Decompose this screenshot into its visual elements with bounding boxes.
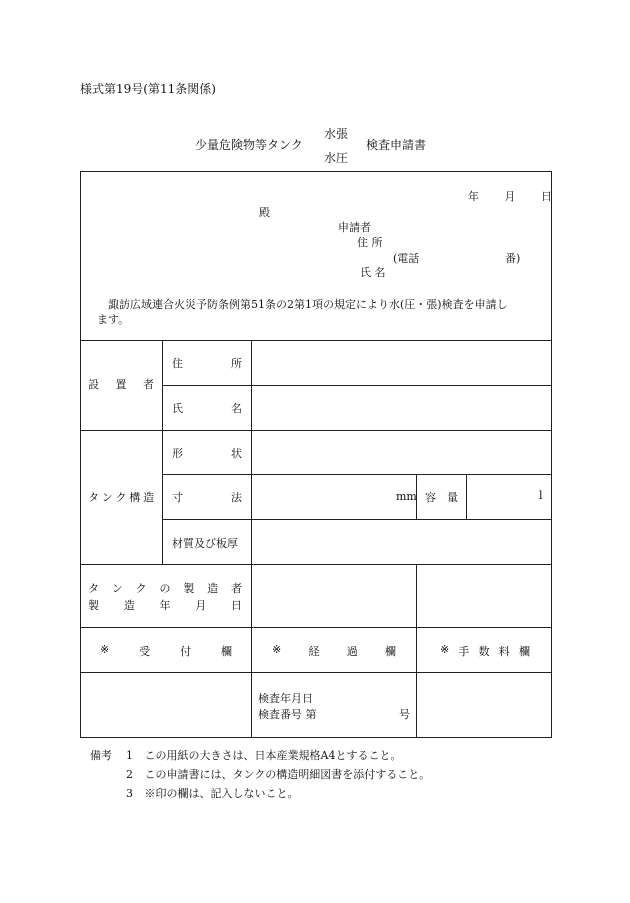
material-label: 材質及び板厚 <box>172 537 238 550</box>
progress-char: 過 <box>346 645 358 658</box>
capacity-unit: l <box>539 489 543 502</box>
fee-column-header <box>440 643 530 659</box>
capacity-char: 量 <box>447 491 458 504</box>
applicant-address-label: 住 所 <box>357 236 383 249</box>
fee-char: 欄 <box>518 645 530 658</box>
col-line <box>251 340 252 738</box>
table-bottom-border <box>80 737 552 738</box>
fee-char: 料 <box>498 645 510 658</box>
row-line <box>162 385 552 386</box>
fee-char: ※ <box>440 643 450 656</box>
installer-label-char: 者 <box>143 378 154 391</box>
note-item-2 <box>126 766 430 782</box>
application-body-line1: 諏訪広域連合火災予防条例第51条の2第1項の規定により水(圧・張)検査を申請し <box>108 298 508 311</box>
tank-structure-char: 造 <box>143 491 154 504</box>
inspection-date-label: 検査年月日 <box>258 692 313 705</box>
installer-address-char: 住 <box>172 357 183 370</box>
progress-char: ※ <box>272 643 282 656</box>
note-number: 3 <box>126 787 133 800</box>
progress-column-header <box>272 643 396 659</box>
manufacturer-line2 <box>88 597 242 613</box>
installer-address-char: 所 <box>231 357 242 370</box>
progress-char: 欄 <box>384 645 396 658</box>
col-line <box>162 340 163 564</box>
inspection-number-suffix: 号 <box>399 708 410 721</box>
applicant-name-label: 氏 名 <box>360 266 386 279</box>
tank-dimension-char: 寸 <box>172 491 183 504</box>
installer-label <box>88 376 154 392</box>
manufacturer-line1-char: 製 <box>183 582 195 595</box>
manufacturer-line2-char: 月 <box>195 599 207 612</box>
row-line <box>80 430 552 431</box>
reception-column-header <box>100 643 232 659</box>
fee-char: 数 <box>478 645 490 658</box>
applicant-label: 申請者 <box>338 221 371 234</box>
date-line <box>468 188 552 204</box>
tank-structure-char: 構 <box>129 491 141 504</box>
note-item-1 <box>126 747 401 763</box>
date-year: 年 <box>468 190 479 203</box>
manufacturer-line2-char: 製 <box>88 599 99 612</box>
tank-shape-char: 状 <box>231 447 242 460</box>
capacity-char: 容 <box>425 491 436 504</box>
tank-shape-label <box>172 445 242 461</box>
progress-char: 経 <box>308 645 320 658</box>
row-line <box>162 519 552 520</box>
addressee: 殿 <box>259 206 270 219</box>
phone-open: (電話 <box>393 252 420 265</box>
tank-shape-char: 形 <box>172 447 183 460</box>
title-mid-bottom: 水圧 <box>324 151 349 165</box>
row-line <box>80 564 552 565</box>
manufacturer-line2-char: 日 <box>231 599 242 612</box>
tank-structure-char: ン <box>101 491 113 504</box>
note-text: ※印の欄は、記入しないこと。 <box>144 787 299 800</box>
note-number: 2 <box>126 768 133 781</box>
col-line <box>416 564 417 738</box>
reception-char: 付 <box>180 645 192 658</box>
manufacturer-line2-char: 年 <box>159 599 171 612</box>
installer-name-label <box>172 400 242 416</box>
manufacturer-line2-char: 造 <box>123 599 135 612</box>
form-number: 様式第19号(第11条関係) <box>80 82 216 96</box>
row-line <box>162 474 552 475</box>
manufacturer-line1 <box>88 580 242 596</box>
note-item-3 <box>126 785 299 801</box>
note-text: この用紙の大きさは、日本産業規格A4とすること。 <box>144 749 402 762</box>
manufacturer-line1-char: 造 <box>207 582 219 595</box>
notes-label: 備考 <box>90 749 112 762</box>
title-mid-top: 水張 <box>324 127 349 141</box>
installer-name-char: 氏 <box>172 402 183 415</box>
manufacturer-line1-char: 者 <box>230 582 242 595</box>
row-line <box>80 672 552 673</box>
reception-char: ※ <box>100 643 110 656</box>
manufacturer-line1-char: の <box>159 582 171 595</box>
title-left: 少量危険物等タンク <box>195 138 303 152</box>
application-body-line2: ます。 <box>97 313 130 326</box>
dimension-unit: mm <box>396 490 417 503</box>
table-left-border <box>80 171 81 738</box>
manufacturer-line1-char: ク <box>135 582 147 595</box>
row-line <box>80 627 552 628</box>
reception-char: 受 <box>139 645 151 658</box>
note-text: この申請書には、タンクの構造明細図書を添付すること。 <box>144 768 431 781</box>
inspection-number-label: 検査番号 第 <box>258 708 317 721</box>
installer-label-char: 設 <box>88 378 99 391</box>
date-month: 月 <box>504 190 516 203</box>
installer-address-label <box>172 355 242 371</box>
manufacturer-line1-char: ン <box>111 582 123 595</box>
tank-structure-char: ク <box>115 491 127 504</box>
fee-char: 手 <box>458 645 470 658</box>
tank-dimension-label <box>172 489 242 505</box>
installer-name-char: 名 <box>231 402 242 415</box>
reception-char: 欄 <box>220 645 232 658</box>
table-top-border <box>80 171 552 172</box>
col-line <box>466 474 467 519</box>
manufacturer-line1-char: タ <box>88 582 99 595</box>
title-right: 検査申請書 <box>366 138 427 152</box>
table-right-border <box>551 171 552 738</box>
capacity-label <box>425 489 458 505</box>
note-number: 1 <box>126 749 133 762</box>
row-line <box>80 340 552 341</box>
phone-close: 番) <box>505 252 521 265</box>
tank-structure-label <box>88 489 154 505</box>
date-day: 日 <box>541 190 552 203</box>
tank-dimension-char: 法 <box>231 491 242 504</box>
installer-label-char: 置 <box>115 378 127 391</box>
tank-structure-char: タ <box>88 491 99 504</box>
